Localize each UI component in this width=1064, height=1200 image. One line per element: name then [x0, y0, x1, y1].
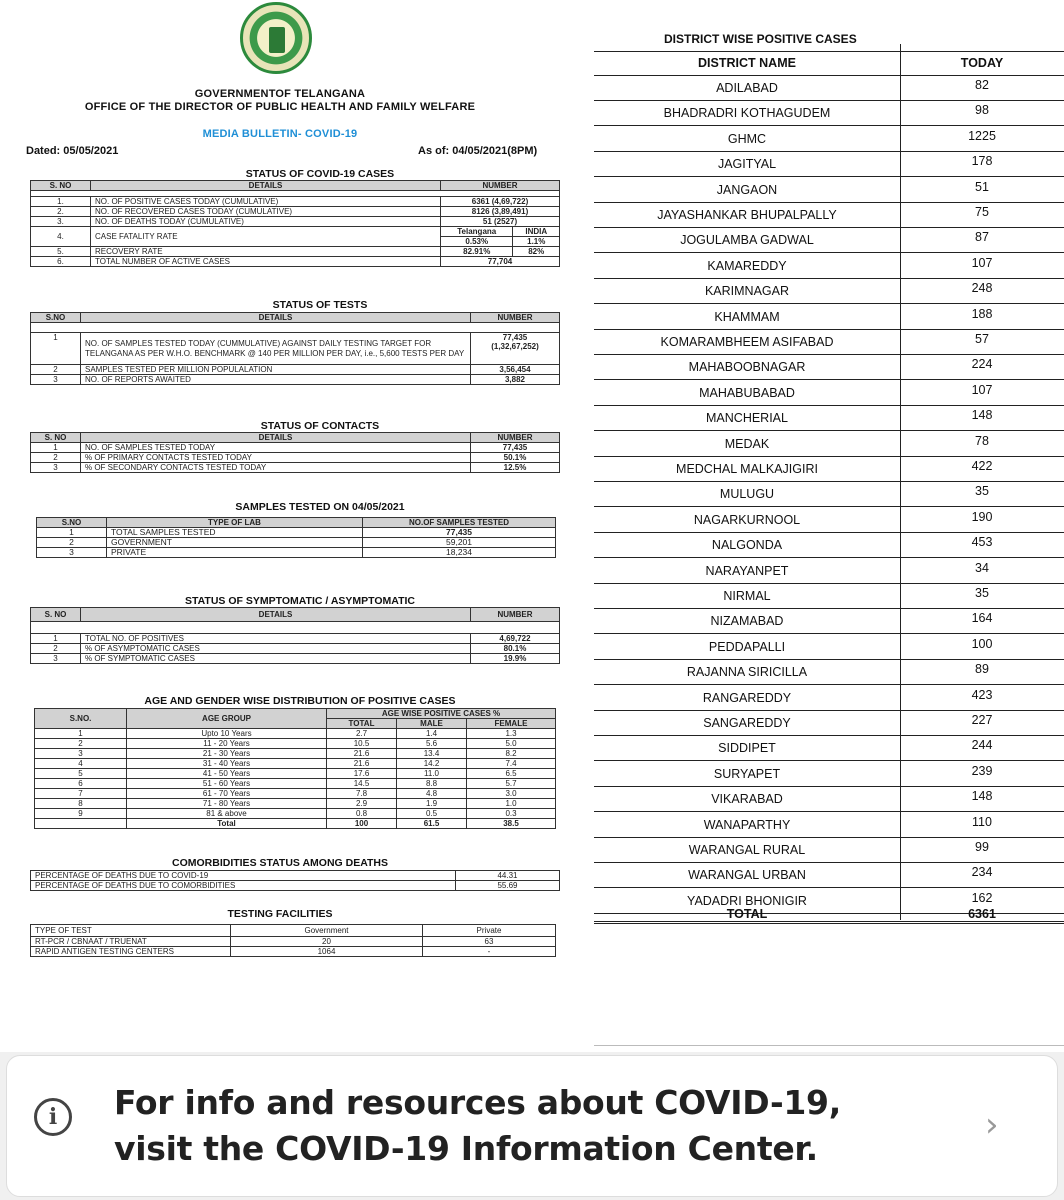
- district-row: [594, 406, 1064, 431]
- office-title: OFFICE OF THE DIRECTOR OF PUBLIC HEALTH AND FAMILY WELFARE: [84, 101, 476, 113]
- district-name: SANGAREDDY: [594, 711, 900, 736]
- district-today: 89: [900, 660, 1064, 685]
- divider: [594, 1045, 1064, 1046]
- district-name: BHADRADRI KOTHAGUDEM: [594, 101, 900, 126]
- contacts-status-table: S. NO DETAILS NUMBER 1 NO. OF SAMPLES TESTED TODAY 77,435 2 % OF PRIMARY CONTACTS TESTED TODAY 50.1% 3 % OF SECONDARY CONTACTS TESTED TODAY 12.5%: [30, 432, 560, 473]
- table-row: 2 11 - 20 Years 10.5 5.6 5.0: [35, 739, 556, 749]
- table-row: 9 81 & above 0.8 0.5 0.3: [35, 809, 556, 819]
- table-row: 2 GOVERNMENT 59,201: [37, 538, 556, 548]
- district-name: MULUGU: [594, 482, 900, 507]
- district-row: [594, 762, 1064, 787]
- district-today: 98: [900, 101, 1064, 126]
- district-row: [594, 330, 1064, 355]
- table-row: 3 % OF SECONDARY CONTACTS TESTED TODAY 12.5%: [31, 463, 560, 473]
- district-row: [594, 686, 1064, 711]
- district-row: [594, 76, 1064, 101]
- col-today: TODAY: [900, 51, 1064, 76]
- district-today: 188: [900, 305, 1064, 330]
- district-today: 148: [900, 406, 1064, 431]
- col-district-name: DISTRICT NAME: [594, 51, 900, 76]
- district-today: 99: [900, 838, 1064, 863]
- as-of-label: As of: 04/05/2021(8PM): [418, 145, 538, 157]
- district-row: [594, 736, 1064, 761]
- tests-status-title: STATUS OF TESTS: [272, 299, 368, 311]
- table-row: 3 % OF SYMPTOMATIC CASES 19.9%: [31, 654, 560, 664]
- district-row: [594, 787, 1064, 812]
- info-banner-text[interactable]: [114, 1080, 841, 1172]
- district-name: PEDDAPALLI: [594, 635, 900, 660]
- samples-tested-title: SAMPLES TESTED ON 04/05/2021: [235, 501, 405, 513]
- district-row: [594, 178, 1064, 203]
- district-today: 162: [900, 889, 1064, 914]
- district-today: 224: [900, 355, 1064, 380]
- table-row: 3 NO. OF REPORTS AWAITED 3,882: [31, 375, 560, 385]
- table-row-total: Total 100 61.5 38.5: [35, 819, 556, 829]
- district-row: [594, 228, 1064, 253]
- table-row: 7 61 - 70 Years 7.8 4.8 3.0: [35, 789, 556, 799]
- district-today: 422: [900, 457, 1064, 482]
- district-row: [594, 584, 1064, 609]
- table-row: PERCENTAGE OF DEATHS DUE TO COMORBIDITIES 55.69: [31, 881, 560, 891]
- table-row: 1 NO. OF SAMPLES TESTED TODAY (CUMMULATIVE) AGAINST DAILY TESTING TARGET FOR TELANGANA AS PER W.H.O. BENCHMARK @ 140 PER MILLION PER DAY, i.e., 5,600 TESTS PER DAY 77,435 (1,32,67,252): [31, 333, 560, 365]
- district-today: 51: [900, 178, 1064, 203]
- district-name: MEDAK: [594, 432, 900, 457]
- district-today: 87: [900, 228, 1064, 253]
- table-row: 8 71 - 80 Years 2.9 1.9 1.0: [35, 799, 556, 809]
- contacts-status-title: STATUS OF CONTACTS: [260, 420, 380, 432]
- district-row: [594, 863, 1064, 888]
- district-today: 453: [900, 533, 1064, 558]
- district-name: RAJANNA SIRICILLA: [594, 660, 900, 685]
- tests-status-table: S.NO DETAILS NUMBER 1 NO. OF SAMPLES TESTED TODAY (CUMMULATIVE) AGAINST DAILY TESTING TARGET FOR TELANGANA AS PER W.H.O. BENCHMARK @ 140 PER MILLION PER DAY, i.e., 5,600 TESTS PER DAY 77,435 (1,32,67,252) 2 SAMPLES TESTED PER MILLION POPULALATION 3,56,454 3 NO. OF REPORTS AWAITED 3,882: [30, 312, 560, 385]
- district-name: MANCHERIAL: [594, 406, 900, 431]
- comorbidities-table: [30, 870, 560, 891]
- testing-facilities-table: TYPE OF TEST Government Private RT-PCR / CBNAAT / TRUENAT 20 63 RAPID ANTIGEN TESTING CENTERS 1064 -: [30, 924, 556, 957]
- district-name: NALGONDA: [594, 533, 900, 558]
- district-row: [594, 432, 1064, 457]
- table-row: 1 TOTAL SAMPLES TESTED 77,435: [37, 528, 556, 538]
- district-total-value: 6361: [900, 906, 1064, 924]
- district-total-row: [594, 906, 1064, 924]
- telangana-seal-logo: [240, 2, 312, 74]
- district-name: RANGAREDDY: [594, 686, 900, 711]
- table-row: 1 TOTAL NO. OF POSITIVES 4,69,722: [31, 634, 560, 644]
- district-name: SIDDIPET: [594, 736, 900, 761]
- symptomatic-title: STATUS OF SYMPTOMATIC / ASYMPTOMATIC: [184, 595, 416, 607]
- district-name: NARAYANPET: [594, 559, 900, 584]
- district-name: JAGITYAL: [594, 152, 900, 177]
- district-name: NAGARKURNOOL: [594, 508, 900, 533]
- age-gender-table: S.NO. AGE GROUP AGE WISE POSITIVE CASES % TOTAL MALE FEMALE 1 Upto 10 Years 2.7 1.4 1.3 2 11 - 20 Years 10.5 5.6 5.0 3 21 - 30 Years 21.6 13.4 8.2 4 31 - 40 Years 21.6 14.2 7.4 5 41 - 50 Years 17.6 11.0 6.5 6 51 - 60 Years 14.5 8.8 5.7 7 61 - 70 Years 7.8 4.8 3.0 8 71 - 80 Years 2.9 1.9 1.0 9 81 & above 0.8 0.5 0.3 Total 100 61.5 38.5: [34, 708, 556, 829]
- district-today: 82: [900, 76, 1064, 101]
- table-row: 1. NO. OF POSITIVE CASES TODAY (CUMULATIVE) 6361 (4,69,722): [31, 197, 560, 207]
- district-row: [594, 482, 1064, 507]
- district-today: 227: [900, 711, 1064, 736]
- district-today: 100: [900, 635, 1064, 660]
- district-row: [594, 635, 1064, 660]
- district-today: 244: [900, 736, 1064, 761]
- samples-tested-table: S.NO TYPE OF LAB NO.OF SAMPLES TESTED 1 TOTAL SAMPLES TESTED 77,435 2 GOVERNMENT 59,201 3 PRIVATE 18,234: [36, 517, 556, 558]
- table-row: 2 SAMPLES TESTED PER MILLION POPULALATION 3,56,454: [31, 365, 560, 375]
- col-sno: S. NO: [31, 181, 91, 191]
- district-row: [594, 355, 1064, 380]
- district-row: [594, 381, 1064, 406]
- table-row: 2 % OF ASYMPTOMATIC CASES 80.1%: [31, 644, 560, 654]
- table-row: 6 51 - 60 Years 14.5 8.8 5.7: [35, 779, 556, 789]
- district-name: JOGULAMBA GADWAL: [594, 228, 900, 253]
- district-total-label: TOTAL: [594, 906, 900, 924]
- district-row: [594, 254, 1064, 279]
- district-name: GHMC: [594, 127, 900, 152]
- district-column-divider: [900, 44, 901, 920]
- district-row: [594, 508, 1064, 533]
- district-name: JANGAON: [594, 178, 900, 203]
- district-name: WANAPARTHY: [594, 813, 900, 838]
- district-row: [594, 813, 1064, 838]
- district-name: KOMARAMBHEEM ASIFABAD: [594, 330, 900, 355]
- district-name: MAHABOOBNAGAR: [594, 355, 900, 380]
- district-today: 248: [900, 279, 1064, 304]
- table-row: RT-PCR / CBNAAT / TRUENAT 20 63: [31, 937, 556, 947]
- table-row: 5. RECOVERY RATE 82.91% 82%: [31, 247, 560, 257]
- district-row: [594, 279, 1064, 304]
- district-today: 148: [900, 787, 1064, 812]
- district-name: KAMAREDDY: [594, 254, 900, 279]
- bulletin-title: MEDIA BULLETIN- COVID-19: [202, 128, 358, 140]
- district-name: SURYAPET: [594, 762, 900, 787]
- testing-facilities-title: TESTING FACILITIES: [227, 908, 333, 920]
- district-today: 178: [900, 152, 1064, 177]
- symptomatic-table: S. NO DETAILS NUMBER 1 TOTAL NO. OF POSITIVES 4,69,722 2 % OF ASYMPTOMATIC CASES 80.1% 3 % OF SYMPTOMATIC CASES 19.9%: [30, 607, 560, 664]
- district-today: 1225: [900, 127, 1064, 152]
- district-name: YADADRI BHONIGIR: [594, 889, 900, 914]
- info-banner-line1: For info and resources about COVID-19,: [114, 1083, 841, 1122]
- gov-title: GOVERNMENTOF TELANGANA: [194, 88, 366, 100]
- district-today: 107: [900, 381, 1064, 406]
- district-row: [594, 203, 1064, 228]
- district-title: DISTRICT WISE POSITIVE CASES: [664, 32, 857, 46]
- district-name: KHAMMAM: [594, 305, 900, 330]
- district-name: NIZAMABAD: [594, 609, 900, 634]
- district-today: 75: [900, 203, 1064, 228]
- table-row: 1 Upto 10 Years 2.7 1.4 1.3: [35, 729, 556, 739]
- table-row: 3. NO. OF DEATHS TODAY (CUMULATIVE) 51 (2527): [31, 217, 560, 227]
- district-name: MAHABUBABAD: [594, 381, 900, 406]
- district-today: 423: [900, 686, 1064, 711]
- district-today: 35: [900, 482, 1064, 507]
- district-today: 34: [900, 559, 1064, 584]
- district-row: [594, 838, 1064, 863]
- table-row: RAPID ANTIGEN TESTING CENTERS 1064 -: [31, 947, 556, 957]
- district-name: WARANGAL RURAL: [594, 838, 900, 863]
- district-row: [594, 305, 1064, 330]
- district-today: 234: [900, 863, 1064, 888]
- district-today: 78: [900, 432, 1064, 457]
- table-row: PERCENTAGE OF DEATHS DUE TO COVID-19 44.31: [31, 871, 560, 881]
- info-icon: i: [34, 1098, 72, 1136]
- table-row: 2. NO. OF RECOVERED CASES TODAY (CUMULATIVE) 8126 (3,89,491): [31, 207, 560, 217]
- table-row: 4 31 - 40 Years 21.6 14.2 7.4: [35, 759, 556, 769]
- covid-status-table: S. NO DETAILS NUMBER 1. NO. OF POSITIVE CASES TODAY (CUMULATIVE) 6361 (4,69,722) 2. NO. OF RECOVERED CASES TODAY (CUMULATIVE) 8126 (3,89,491) 3. NO. OF DEATHS TODAY (CUMULATIVE) 51 (2527) 4. CASE FATALITY RATE Telangana INDIA 0.53% 1.1% 5. RECOVERY RATE 82.91% 82% 6. TOTAL NUMBER OF ACTIVE CASES 77,704: [30, 180, 560, 267]
- chevron-right-icon[interactable]: ›: [985, 1105, 999, 1145]
- table-row: 2 % OF PRIMARY CONTACTS TESTED TODAY 50.1%: [31, 453, 560, 463]
- table-row: 5 41 - 50 Years 17.6 11.0 6.5: [35, 769, 556, 779]
- district-row: [594, 711, 1064, 736]
- table-row: 3 21 - 30 Years 21.6 13.4 8.2: [35, 749, 556, 759]
- district-today: 190: [900, 508, 1064, 533]
- district-today: 35: [900, 584, 1064, 609]
- district-row: [594, 609, 1064, 634]
- dated-label: Dated: 05/05/2021: [26, 145, 119, 157]
- district-today: 107: [900, 254, 1064, 279]
- covid-status-title: STATUS OF COVID-19 CASES: [245, 168, 395, 180]
- district-today: 239: [900, 762, 1064, 787]
- district-row: [594, 101, 1064, 126]
- district-name: WARANGAL URBAN: [594, 863, 900, 888]
- info-banner-line2: visit the COVID-19 Information Center.: [114, 1129, 818, 1168]
- district-today: 57: [900, 330, 1064, 355]
- table-row: 4. CASE FATALITY RATE Telangana INDIA: [31, 227, 560, 237]
- district-today: 164: [900, 609, 1064, 634]
- district-row: [594, 660, 1064, 685]
- col-number: NUMBER: [441, 181, 560, 191]
- age-gender-title: AGE AND GENDER WISE DISTRIBUTION OF POSITIVE CASES: [144, 695, 456, 707]
- district-name: VIKARABAD: [594, 787, 900, 812]
- district-name: JAYASHANKAR BHUPALPALLY: [594, 203, 900, 228]
- col-details: DETAILS: [91, 181, 441, 191]
- table-row: 1 NO. OF SAMPLES TESTED TODAY 77,435: [31, 443, 560, 453]
- district-name: NIRMAL: [594, 584, 900, 609]
- district-row: [594, 533, 1064, 558]
- district-name: KARIMNAGAR: [594, 279, 900, 304]
- table-row: 3 PRIVATE 18,234: [37, 548, 556, 558]
- district-name: ADILABAD: [594, 76, 900, 101]
- district-today: 110: [900, 813, 1064, 838]
- district-row: [594, 127, 1064, 152]
- district-row: [594, 559, 1064, 584]
- district-row: [594, 457, 1064, 482]
- table-row: 6. TOTAL NUMBER OF ACTIVE CASES 77,704: [31, 257, 560, 267]
- district-name: MEDCHAL MALKAJIGIRI: [594, 457, 900, 482]
- district-row: [594, 152, 1064, 177]
- comorbidities-title: COMORBIDITIES STATUS AMONG DEATHS: [171, 857, 389, 869]
